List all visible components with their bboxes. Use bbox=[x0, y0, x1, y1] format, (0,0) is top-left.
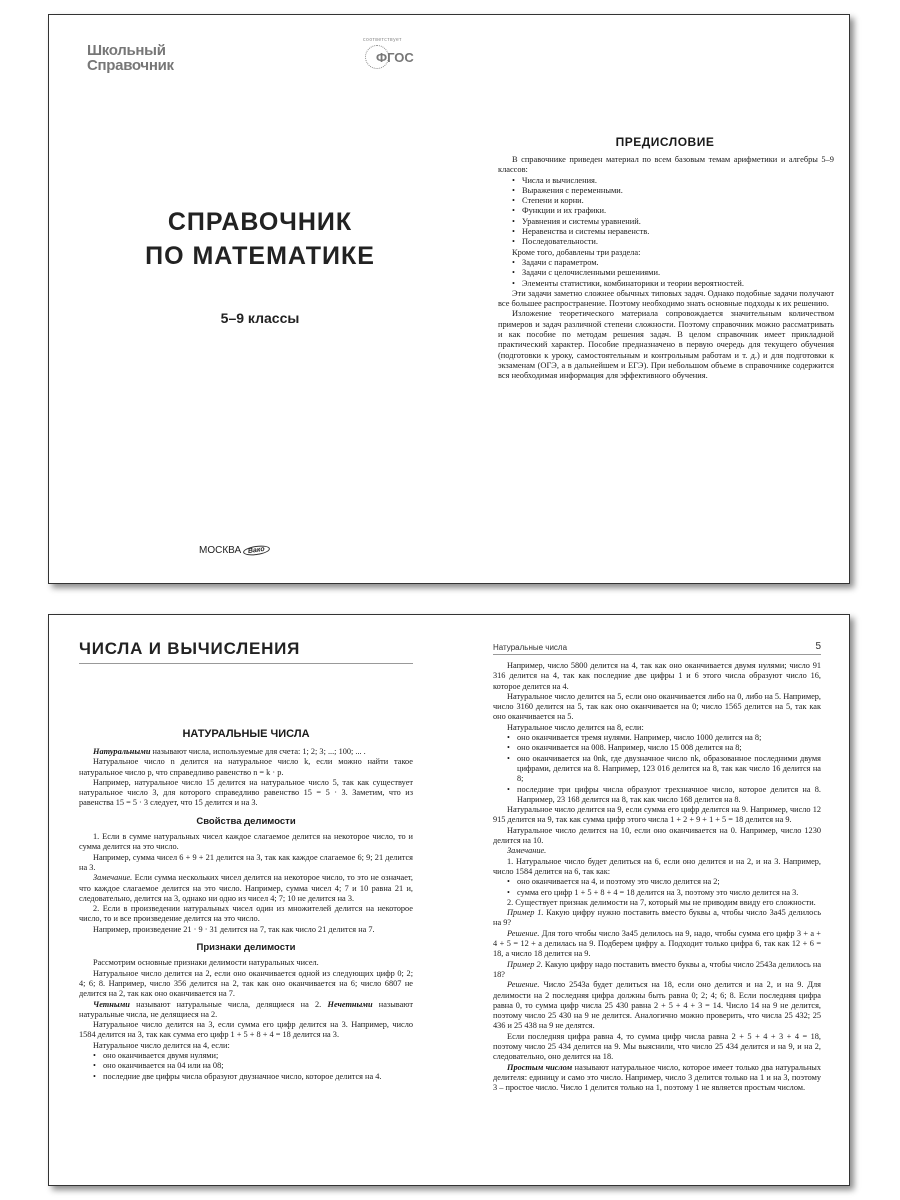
paragraph: Натуральное число делится на 5, если оно оканчивается либо на 0, либо на 5. Например, число 3160 делится на 5, так как оно оканчивается на 0; число 1565 делится на 5, так как оно оканчивается на 5. bbox=[493, 691, 821, 722]
chapter-body bbox=[79, 747, 413, 1082]
title-line-1: СПРАВОЧНИК bbox=[167, 208, 353, 236]
list-item: • Последовательности. bbox=[512, 237, 834, 247]
term-rest: называют натуральные числа, не делящиеся на 2. bbox=[79, 999, 413, 1019]
term: Нечетными bbox=[327, 999, 373, 1009]
logo-line-1: Школьный bbox=[87, 42, 166, 59]
publisher-imprint bbox=[199, 545, 270, 556]
logo-line-2: Справочник bbox=[87, 57, 174, 74]
running-head-title: Натуральные числа bbox=[493, 643, 568, 652]
preface-intro: В справочнике приведен материал по всем базовым темам арифметики и алгебры 5–9 классов: bbox=[498, 155, 834, 175]
paragraph: Натуральное число делится на 10, если оно оканчивается на 0. Например, число 1230 делится на 10. bbox=[493, 825, 821, 846]
list-item: • оно оканчивается на 4, и поэтому это число делится на 2; bbox=[507, 877, 821, 887]
chapter-title: ЧИСЛА И ВЫЧИСЛЕНИЯ bbox=[79, 639, 301, 658]
example-text: Какую цифру нужно поставить вместо буквы a, чтобы число 3a45 делилось на 9? bbox=[493, 908, 821, 928]
definition-paragraph bbox=[493, 1063, 821, 1094]
example-text: Какую цифру надо поставить вместо буквы a, чтобы число 2543a делилось на 18? bbox=[493, 959, 821, 979]
series-logo bbox=[87, 43, 174, 73]
publisher-city: МОСКВА bbox=[199, 545, 242, 556]
book-title bbox=[109, 205, 411, 273]
solution-paragraph bbox=[493, 929, 821, 960]
page-number: 5 bbox=[815, 641, 821, 652]
chapter-divider bbox=[79, 663, 413, 664]
preface-heading: ПРЕДИСЛОВИЕ bbox=[615, 135, 715, 149]
preface-paragraph: Эти задачи заметно сложнее обычных типовых задач. Однако подобные задачи получают все большее распространение. Поэтому необходимо знать основные подходы к их решению. bbox=[498, 288, 834, 309]
topic-list bbox=[498, 176, 834, 248]
list-item: • оно оканчивается двумя нулями; bbox=[93, 1051, 413, 1061]
title-line-2: ПО МАТЕМАТИКЕ bbox=[145, 242, 375, 270]
paragraph: 2. Если в произведении натуральных чисел один из множителей делится на некоторое число, то и все произведение делится на это число. bbox=[79, 904, 413, 924]
example-label: Пример 1. bbox=[507, 908, 544, 918]
grade-range: 5–9 классы bbox=[220, 310, 300, 326]
solution-text: Число 2543a будет делиться на 18, если оно делится и на 2, и на 9. Для делимости на 2 последняя цифра должны быть равна 0; 2; 4; 6; 8. Если последняя цифра равна 0, то сумма цифр числа 25 430 равна 2 + 5 + 4 + 3 = 14. Число 14 на 9 не делится, поэтому число 25 430 на 9 не делится. Аналогично можно проверить, что числа 25 432; 25 436 и 25 438 на 9 не делятся. bbox=[493, 980, 821, 1031]
spread-natural-numbers bbox=[48, 614, 850, 1186]
example-paragraph bbox=[493, 908, 821, 929]
list-item: • Задачи с параметром. bbox=[512, 258, 834, 268]
content-page-5 bbox=[450, 615, 850, 1185]
list-item: • последние две цифры числа образуют двузначное число, которое делится на 4. bbox=[93, 1072, 413, 1082]
solution-label: Решение. bbox=[507, 928, 540, 938]
fgos-small-text: соответствует bbox=[363, 37, 402, 43]
term-rest: называют натуральное число, которое имеет только два натуральных делителя: единицу и само это число. Например, число 3 делится только на 1 и на 3, поэтому 3 – простое число. Число 1 делится только на 1, поэтому 1 не является простым числом. bbox=[493, 1062, 821, 1093]
list-item: • Числа и вычисления. bbox=[512, 176, 834, 186]
solution-text: Для того чтобы число 3a45 делилось на 9, надо, чтобы сумма его цифр 3 + a + 4 + 5 = 12 + a делилась на 9. Подберем цифру a. Подходит только цифра 6, так как 12 + 6 = 18, а число 18 делится на 9. bbox=[493, 928, 821, 959]
list-item: • Степени и корни. bbox=[512, 196, 834, 206]
paragraph: 1. Натуральное число будет делиться на 6, если оно делится и на 2, и на 3. Например, число 1584 делится на 6, так как: bbox=[493, 856, 821, 876]
paragraph: Натуральное число n делится на натуральное число k, если можно найти такое натуральное число p, что справедливо равенство n = k · p. bbox=[79, 757, 413, 777]
bullet-list bbox=[493, 877, 821, 898]
paragraph: Например, число 5800 делится на 4, так как оно оканчивается двумя нулями; число 91 316 делится на 4, так как последние две цифры 1 и 6 этого числа образуют число 16, которое делится на 4. bbox=[493, 661, 821, 691]
list-item: • последние три цифры числа образуют трехзначное число, которое делится на 8. Например, 23 168 делится на 8, так как число 168 делится на 8. bbox=[507, 785, 821, 806]
term-rest: называют натуральные числа, делящиеся на 2. bbox=[129, 999, 328, 1009]
subheading: Признаки делимости bbox=[196, 942, 296, 954]
note-text: Если сумма нескольких чисел делится на некоторое число, то это не означает, что каждое слагаемое делится на это число. Например, сумма чисел 4; 7 и 10 равна 21 и, следовательно, делится на 3, однако ни одно из чисел 4; 7; 10 не делится на 3. bbox=[79, 873, 413, 903]
fgos-label: ФГОС bbox=[376, 50, 414, 65]
section-title: НАТУРАЛЬНЫЕ ЧИСЛА bbox=[182, 728, 310, 740]
list-item: • оно оканчивается на 0nk, где двузначное число nk, образованное последними двумя цифрами, делится на 8. Например, 123 016 делится на 8, так как число 16 делится на 8; bbox=[507, 754, 821, 785]
paragraph: Например, натуральное число 15 делится на натуральное число 5, так как существует натуральное число 3, для которого справедливо равенство 15 = 5 · 3. Заметим, что из равенства 15 = 5 · 3 следует, что 15 делится и на 3. bbox=[79, 777, 413, 808]
paragraph: Например, сумма чисел 6 + 9 + 21 делится на 3, так как каждое слагаемое 6; 9; 21 делится на 3. bbox=[79, 852, 413, 872]
list-item: • Функции и их графики. bbox=[512, 206, 834, 216]
paragraph bbox=[79, 1000, 413, 1021]
paragraph: Натуральное число делится на 9, если сумма его цифр делится на 9. Например, число 12 915 делится на 9, так как сумма цифр этого числа 1 + 2 + 9 + 1 + 5 = 18 делится на 9. bbox=[493, 805, 821, 825]
paragraph: 1. Если в сумме натуральных чисел каждое слагаемое делится на некоторое число, то и сумма делится на это число. bbox=[79, 832, 413, 852]
preface-page bbox=[450, 15, 850, 583]
note-label: Замечание. bbox=[507, 846, 547, 856]
paragraph: Натуральное число делится на 3, если сумма его цифр делится на 3. Например, число 1584 делится на 3, так как сумма его цифр 1 + 5 + 8 + 4 = 18 делится на 3. bbox=[79, 1020, 413, 1040]
example-paragraph bbox=[493, 960, 821, 981]
page-body bbox=[493, 661, 821, 1093]
term-rest: называют числа, используемые для счета: 1; 2; 3; ...; 100; ... . bbox=[150, 747, 366, 756]
list-item: • Неравенства и системы неравенств. bbox=[512, 227, 834, 237]
publisher-logo: Вако bbox=[243, 544, 271, 557]
paragraph: Натуральное число делится на 4, если: bbox=[93, 1040, 230, 1050]
list-item: • Выражения с переменными. bbox=[512, 186, 834, 196]
paragraph: Натуральное число делится на 8, если: bbox=[507, 722, 644, 732]
definition-paragraph bbox=[79, 747, 413, 757]
paragraph: Например, произведение 21 · 9 · 31 делится на 7, так как число 21 делится на 7. bbox=[93, 924, 375, 934]
list-item: • Элементы статистики, комбинаторики и теории вероятностей. bbox=[512, 279, 834, 289]
preface-added: Кроме того, добавлены три раздела: bbox=[512, 247, 641, 257]
spread-title-and-preface bbox=[48, 14, 850, 584]
note-paragraph bbox=[79, 873, 413, 904]
bullet-list bbox=[79, 1051, 413, 1082]
subheading: Свойства делимости bbox=[196, 815, 296, 827]
preface-body bbox=[498, 155, 834, 382]
list-item: • оно оканчивается тремя нулями. Например, число 1000 делится на 8; bbox=[507, 733, 821, 743]
chapter-page bbox=[49, 615, 450, 1185]
section-list bbox=[498, 258, 834, 289]
term: Простым числом bbox=[507, 1062, 573, 1072]
fgos-badge-icon bbox=[361, 37, 414, 73]
running-head bbox=[493, 643, 821, 655]
example-label: Пример 2. bbox=[507, 959, 543, 969]
note-label: Замечание. bbox=[93, 873, 133, 883]
paragraph: 2. Существует признак делимости на 7, который мы не приводим ввиду его сложности. bbox=[507, 897, 816, 907]
bullet-list bbox=[493, 733, 821, 805]
list-item: • оно оканчивается на 04 или на 08; bbox=[93, 1061, 413, 1071]
solution-label: Решение. bbox=[507, 980, 540, 990]
paragraph: Если последняя цифра равна 4, то сумма цифр числа равна 2 + 5 + 4 + 3 + 4 = 18, поэтому число 25 434 делится на 9. Мы выяснили, что число 25 434 делится и на 9, и на 2, следовательно, оно делится на 18. bbox=[493, 1031, 821, 1062]
term: Четными bbox=[93, 999, 130, 1009]
list-item: • Задачи с целочисленными решениями. bbox=[512, 268, 834, 278]
list-item: • оно оканчивается на 008. Например, число 15 008 делится на 8; bbox=[507, 743, 821, 753]
term: Натуральными bbox=[93, 747, 151, 756]
list-item: • Уравнения и системы уравнений. bbox=[512, 217, 834, 227]
paragraph: Рассмотрим основные признаки делимости натуральных чисел. bbox=[93, 958, 319, 968]
title-page bbox=[49, 15, 450, 583]
paragraph: Натуральное число делится на 2, если оно оканчивается одной из следующих цифр 0; 2; 4; 6; 8. Например, число 356 делится на 2, так как оно оканчивается на 6; число 6807 не делится на 2, так как оно оканчивается на 7. bbox=[79, 968, 413, 999]
list-item: • сумма его цифр 1 + 5 + 8 + 4 = 18 делится на 3, поэтому это число делится на 3. bbox=[507, 888, 821, 898]
solution-paragraph bbox=[493, 980, 821, 1031]
preface-paragraph: Изложение теоретического материала сопровождается значительным количеством примеров и задач различной степени сложности. Поэтому справочник можно рассматривать и как пособие по методам решения задач. В целом справочник имеет прикладной практический характер. Пособие предназначено в первую очередь для текущего обучения (подготовки к уроку, самостоятельным и контрольным работам и т. д.) и для подготовки к экзаменам (ОГЭ, а в дальнейшем и ЕГЭ). При небольшом объеме в справочнике содержится вся необходимая информация для эффективного обучения. bbox=[498, 309, 834, 381]
